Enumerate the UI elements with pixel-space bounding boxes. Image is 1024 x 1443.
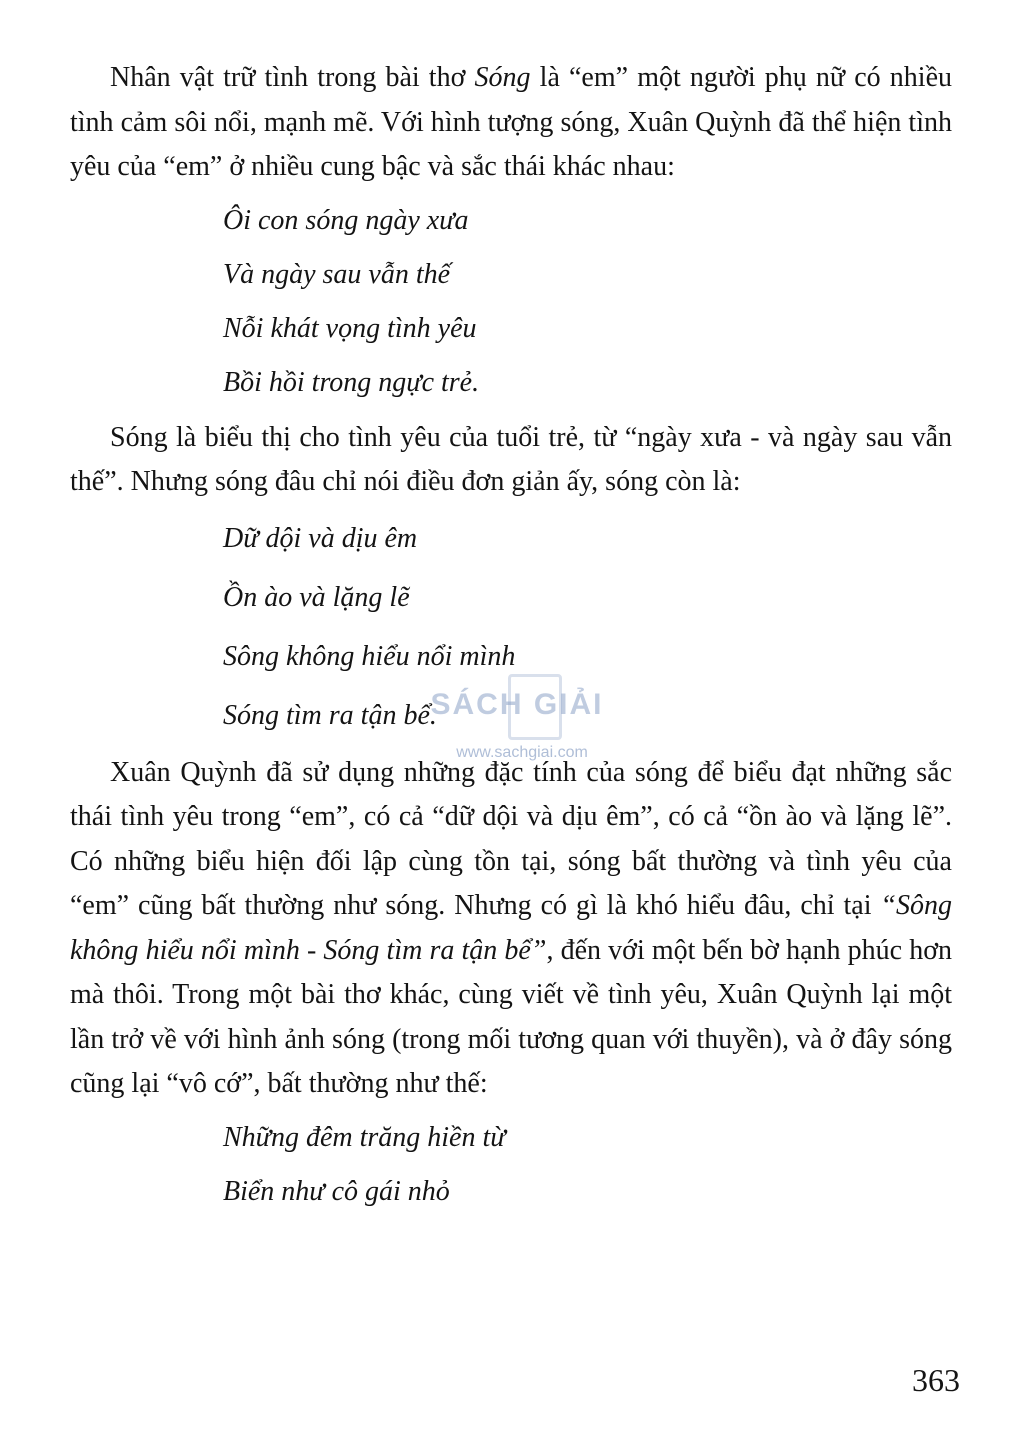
verse-line: Biển như cô gái nhỏ bbox=[223, 1175, 450, 1207]
poem-title: Sóng bbox=[474, 62, 531, 93]
watermark-brand: SÁCH GIẢI bbox=[430, 688, 604, 721]
verse-line: Bồi hồi trong ngực trẻ. bbox=[223, 366, 480, 398]
paragraph-third bbox=[70, 751, 952, 1107]
verse-line: Ôi con sóng ngày xưa bbox=[223, 204, 469, 236]
verse-block-3 bbox=[70, 1111, 952, 1219]
page-content bbox=[70, 56, 952, 1219]
verse-block-1 bbox=[70, 194, 952, 410]
inline-poem-quote: “Sông không hiểu nổi mình - Sóng tìm ra tận bể” bbox=[70, 890, 952, 966]
page-number: 363 bbox=[912, 1362, 960, 1398]
watermark-url: www.sachgiai.com bbox=[456, 744, 588, 761]
paragraph-second: Sóng là biểu thị cho tình yêu của tuổi trẻ, từ “ngày xưa - và ngày sau vẫn thế”. Nhưng sóng đâu chỉ nói điều đơn giản ấy, sóng còn là: bbox=[70, 421, 952, 497]
verse-line: Những đêm trăng hiền từ bbox=[223, 1121, 506, 1153]
paragraph-intro bbox=[70, 56, 952, 190]
verse-line: Sông không hiểu nổi mình bbox=[223, 640, 516, 672]
paragraph-third-end: , đến với một bến bờ hạnh phúc hơn mà thôi. Trong một bài thơ khác, cùng viết về tình yêu, Xuân Quỳnh lại một lần trở về với hình ảnh sóng (trong mối tương quan với thuyền), và ở đây sóng cũng lại “vô cớ”, bất thường như thế: bbox=[70, 934, 953, 1099]
paragraph-intro-end: là “em” một người phụ nữ có nhiều tình cảm sôi nổi, mạnh mẽ. Với hình tượng sóng, Xuân Quỳnh đã thể hiện tình yêu của “em” ở nhiều cung bậc và sắc thái khác nhau: bbox=[70, 62, 952, 182]
paragraph-intro-start: Nhân vật trữ tình trong bài thơ bbox=[110, 62, 475, 93]
verse-line: Sóng tìm ra tận bể. bbox=[223, 699, 437, 731]
verse-line: Dữ dội và dịu êm bbox=[223, 522, 418, 554]
verse-block-2 bbox=[70, 509, 952, 745]
verse-line: Và ngày sau vẫn thế bbox=[223, 258, 451, 290]
verse-line: Ồn ào và lặng lẽ bbox=[223, 581, 410, 613]
paragraph-third-start: Xuân Quỳnh đã sử dụng những đặc tính của sóng để biểu đạt những sắc thái tình yêu trong “em”, có cả “dữ dội và dịu êm”, có cả “ồn ào và lặng lẽ”. Có những biểu hiện đối lập cùng tồn tại, sóng bất thường và tình yêu của “em” cũng bất thường như sóng. Nhưng có gì là khó hiểu đâu, chỉ tại bbox=[70, 756, 952, 921]
verse-line: Nỗi khát vọng tình yêu bbox=[223, 312, 477, 344]
